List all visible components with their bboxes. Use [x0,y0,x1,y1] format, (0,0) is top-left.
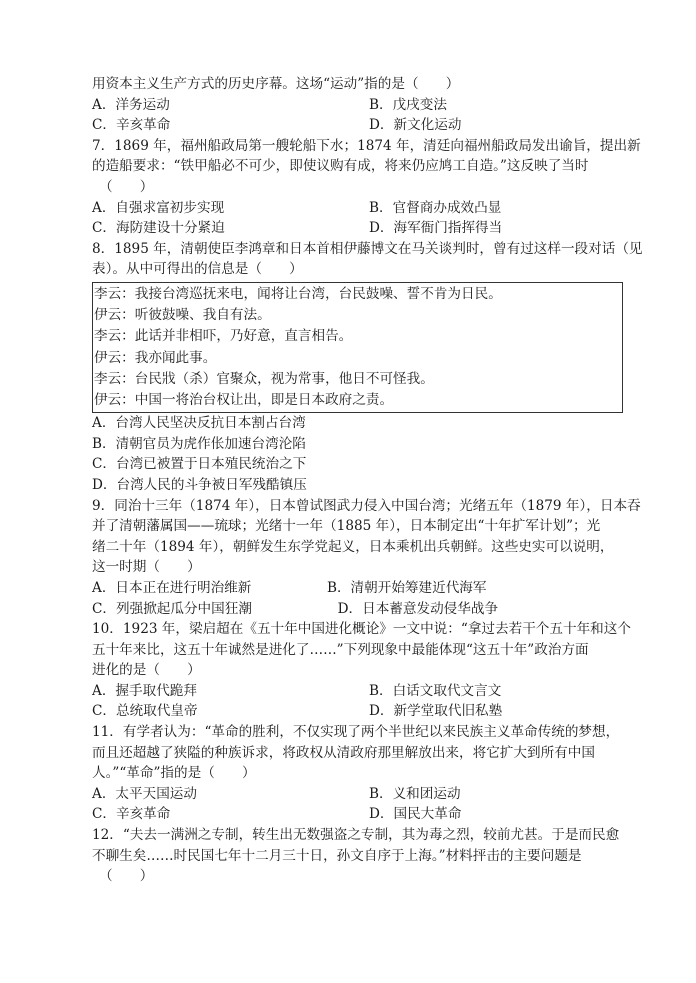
question-8-option-b[interactable]: B．清朝官员为虎作伥加速台湾沦陷 [92,435,306,452]
dialogue-line: 伊云：中国一将治台权让出，即是日本政府之责。 [94,391,394,408]
question-12-stem-line: 不聊生矣……时民国七年十二月三十日，孙文自序于上海。”材料抨击的主要问题是 [92,847,582,864]
question-9-stem-line: 绪二十年（1894 年），朝鲜发生东学党起义，日本乘机出兵朝鲜。这些史实可以说明， [92,538,614,555]
question-7-option-b[interactable]: B．官督商办成效凸显 [369,199,502,216]
question-8-stem-line: 8．1895 年，清朝使臣李鸿章和日本首相伊藤博文在马关谈判时，曾有过这样一段对话（见 [92,240,643,257]
question-11-option-c[interactable]: C．辛亥革命 [92,806,171,823]
question-10 [92,619,631,722]
question-9-option-d[interactable]: D．日本蓄意发动侵华战争 [337,600,499,617]
question-9-option-b[interactable]: B．清朝开始筹建近代海军 [326,579,487,596]
question-7-options [92,198,626,239]
question-9-option-c[interactable]: C．列强掀起瓜分中国狂潮 [92,600,252,617]
question-8-option-c[interactable]: C．台湾已被置于日本殖民统治之下 [92,456,307,473]
question-11-stem-line: 11．有学者认为：“革命的胜利，不仅实现了两个半世纪以来民族主义革命传统的梦想， [92,724,620,741]
dialogue-table [92,282,623,413]
question-7-option-a[interactable]: A．自强求富初步实现 [92,199,225,216]
question-11-options [92,784,626,825]
question-10-stem-line: 五十年来比，这五十年诚然是进化了……”下列现象中最能体现“这五十年”政治方面 [92,641,589,658]
question-10-stem-line: 进化的是（ ） [92,662,201,679]
question-9-options [92,578,626,619]
question-7-option-c[interactable]: C．海防建设十分紧迫 [92,220,225,237]
dialogue-line: 李云：台民戕（杀）官聚众，视为常事，他日不可怪我。 [94,370,434,387]
question-8 [92,239,643,496]
question-8-option-d[interactable]: D．台湾人民的斗争被日军残酷镇压 [92,476,307,493]
dialogue-line: 伊云：我亦闻此事。 [94,349,217,366]
question-6-stem-line: 用资本主义生产方式的历史序幕。这场“运动”指的是（ ） [92,76,460,92]
question-10-option-a[interactable]: A．握手取代跪拜 [92,682,197,699]
question-6-option-d[interactable]: D．新文化运动 [369,117,462,134]
exam-page [92,74,643,887]
dialogue-line: 李云：此话并非相吓，乃好意，直言相告。 [94,328,353,345]
question-7-stem-line: 7．1869 年，福州船政局第一艘轮船下水；1874 年，清廷向福州船政局发出谕旨，提出新 [92,137,641,154]
question-9-stem-line: 并了清朝藩属国——琉球；光绪十一年（1885 年），日本制定出“十年扩军计划”；光 [92,518,601,535]
dialogue-line: 伊云：听彼鼓噪、我自有法。 [94,307,271,324]
question-7-stem-line: 的造船要求：“铁甲船必不可少，即使议购有成，将来仍应鸠工自造。”这反映了当时 [92,158,589,175]
question-11-stem-line: 而且还超越了狭隘的种族诉求，将政权从清政府那里解放出来，将它扩大到所有中国 [92,744,595,761]
question-8-stem-line: 表）。从中可得出的信息是（ ） [92,261,303,278]
question-11-stem-line: 人。”“革命”指的是（ ） [92,765,256,782]
question-9 [92,496,641,620]
question-12-stem-line: 12．“夫去一满洲之专制，转生出无数强盗之专制，其为毒之烈，较前尤甚。于是而民愈 [92,827,620,844]
question-6-option-a[interactable]: A．洋务运动 [92,96,170,113]
question-12 [92,825,626,887]
question-8-option-a[interactable]: A．台湾人民坚决反抗日本割占台湾 [92,415,306,432]
dialogue-line: 李云：我接台湾巡抚来电，闻将让台湾，台民鼓噪、誓不肯为日民。 [94,285,502,302]
question-10-option-d[interactable]: D．新学堂取代旧私塾 [369,703,503,720]
question-9-option-a[interactable]: A．日本正在进行明治维新 [92,579,252,596]
question-11 [92,722,626,825]
question-11-option-b[interactable]: B．义和团运动 [369,785,461,802]
question-6-options [92,95,626,136]
question-8-options [92,413,626,495]
question-6-option-b[interactable]: B．戊戌变法 [369,96,447,113]
question-7-answer-blank: （ ） [99,178,154,195]
question-11-option-a[interactable]: A．太平天国运动 [92,785,197,802]
question-6-tail [92,74,626,136]
question-10-option-c[interactable]: C．总统取代皇帝 [92,703,198,720]
question-9-stem-line: 这一时期（ ） [92,559,201,576]
question-9-stem-line: 9．同治十三年（1874 年），日本曾试图武力侵入中国台湾；光绪五年（1879 年），日本吞 [92,497,641,514]
question-10-option-b[interactable]: B．白话文取代文言文 [369,682,502,699]
question-6-option-c[interactable]: C．辛亥革命 [92,117,171,134]
question-10-stem-line: 10．1923 年，梁启超在《五十年中国进化概论》一文中说：“拿过去若干个五十年和这个 [92,621,631,638]
question-12-answer-blank: （ ） [99,868,154,885]
question-7-option-d[interactable]: D．海军衙门指挥得当 [369,220,503,237]
question-7 [92,136,641,239]
question-10-options [92,681,626,722]
question-11-option-d[interactable]: D．国民大革命 [369,806,462,823]
